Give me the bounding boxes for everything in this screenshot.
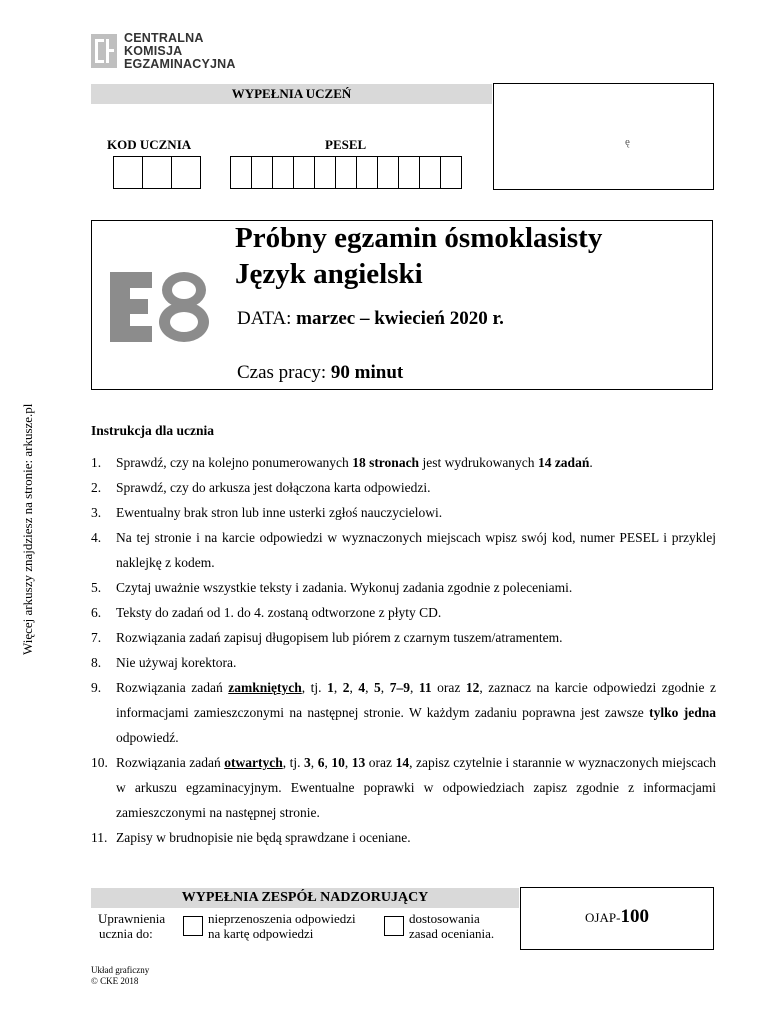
sticker-mark: ę — [625, 136, 630, 148]
instruction-text-part: Zapisy w brudnopisie nie będą sprawdzane i oceniane. — [116, 830, 411, 845]
exam-code — [520, 906, 714, 928]
instruction-text-part: otwartych — [224, 755, 283, 770]
pesel-cell[interactable] — [294, 157, 315, 188]
option-nieprzenoszenia-label — [208, 911, 356, 941]
supervisor-header: WYPEŁNIA ZESPÓŁ NADZORUJĄCY — [91, 888, 519, 908]
logo-line-2: KOMISJA — [124, 44, 183, 58]
instruction-text — [116, 500, 716, 525]
e8-logo — [108, 270, 214, 344]
instruction-text-part: Rozwiązania zadań — [116, 680, 229, 695]
instruction-text-part: , — [409, 680, 419, 695]
instruction-text-part: Sprawdź, czy do arkusza jest dołączona karta odpowiedzi. — [116, 480, 431, 495]
sticker-box — [493, 83, 714, 190]
instruction-text-part: 3 — [304, 755, 311, 770]
exam-date — [237, 308, 504, 330]
instruction-text — [116, 650, 716, 675]
instruction-text — [116, 575, 716, 600]
instruction-number: 11. — [91, 830, 108, 845]
option-dostosowania-label — [409, 911, 494, 941]
instruction-text-part: Sprawdź, czy na kolejno ponumerowanych — [116, 455, 353, 470]
instruction-text-part: 7–9 — [389, 680, 410, 695]
instruction-text-part: , — [324, 755, 332, 770]
option2-line-2: zasad oceniania. — [409, 926, 495, 941]
pesel-cell[interactable] — [378, 157, 399, 188]
instruction-text-part: Nie używaj korektora. — [116, 655, 237, 670]
instruction-text-part: 6 — [317, 755, 325, 770]
option1-line-1: nieprzenoszenia odpowiedzi — [208, 911, 356, 926]
kod-ucznia-field[interactable] — [113, 156, 201, 189]
instruction-text-part: , zaznacz na karcie odpowiedzi zgodnie z informacjami zamieszczonymi na następnej stronie. W każdym zadaniu poprawna jest zawsze — [116, 680, 717, 720]
instruction-item — [91, 825, 716, 850]
instruction-number: 2. — [91, 480, 102, 495]
instruction-item — [91, 675, 716, 750]
instruction-text-part: Rozwiązania zadań — [116, 755, 225, 770]
option1-line-2: na kartę odpowiedzi — [208, 926, 314, 941]
logo-line-1: CENTRALNA — [124, 31, 204, 45]
instruction-text-part: jest wydrukowanych — [419, 455, 538, 470]
instruction-number: 5. — [91, 580, 102, 595]
instruction-item — [91, 575, 716, 600]
instruction-item — [91, 750, 716, 825]
footer-line-2: © CKE 2018 — [91, 976, 139, 986]
instruction-number: 10. — [91, 755, 108, 770]
instruction-text — [116, 600, 716, 625]
instruction-text-part: 12 — [465, 680, 480, 695]
instruction-text-part: Teksty do zadań od 1. do 4. zostaną odtworzone z płyty CD. — [116, 605, 442, 620]
instruction-text-part: 11 — [418, 680, 432, 695]
cke-logo-mark — [91, 34, 117, 68]
exam-subject: Język angielski — [235, 258, 423, 290]
pesel-cell[interactable] — [420, 157, 441, 188]
instruction-text-part: 10 — [331, 755, 345, 770]
instruction-text-part: , — [349, 680, 359, 695]
instruction-number: 3. — [91, 505, 102, 520]
cke-logo-text — [124, 32, 236, 71]
instruction-text — [116, 625, 716, 650]
date-label: DATA: — [237, 308, 292, 329]
student-fill-header: WYPEŁNIA UCZEŃ — [91, 84, 492, 104]
instruction-text-part: , zapisz czytelnie i starannie w wyznaczonych miejscach w arkuszu egzaminacyjnym. Ewentualne poprawki w odpowiedziach zapisz zgodnie z informacjami zamieszczonymi na następnej stronie. — [116, 755, 716, 820]
logo-line-3: EGZAMINACYJNA — [124, 57, 236, 71]
kod-cell[interactable] — [172, 157, 200, 188]
instruction-text-part: 2 — [342, 680, 350, 695]
duration-label: Czas pracy: — [237, 362, 327, 383]
instruction-item — [91, 525, 716, 575]
instruction-text — [116, 825, 716, 850]
kod-cell[interactable] — [143, 157, 172, 188]
instruction-text-part: odpowiedź. — [116, 730, 179, 745]
pesel-cell[interactable] — [336, 157, 357, 188]
pesel-cell[interactable] — [252, 157, 273, 188]
instruction-text-part: , — [344, 755, 352, 770]
pesel-label: PESEL — [325, 137, 367, 152]
instruction-item — [91, 625, 716, 650]
instruction-item — [91, 450, 716, 475]
instruction-text — [116, 675, 716, 750]
exam-code-number: 100 — [620, 906, 649, 927]
instruction-text-part: 5 — [374, 680, 381, 695]
kod-ucznia-label: KOD UCZNIA — [107, 137, 192, 152]
instruction-item — [91, 600, 716, 625]
instruction-text-part: , — [365, 680, 375, 695]
instruction-number: 9. — [91, 680, 102, 695]
instruction-text-part: 14 zadań — [537, 455, 590, 470]
instructions-list — [91, 450, 716, 850]
exam-code-prefix: OJAP- — [585, 910, 621, 925]
instruction-text-part: , — [333, 680, 343, 695]
instructions-title: Instrukcja dla ucznia — [91, 423, 215, 438]
rights-label-line-2: ucznia do: — [99, 926, 153, 941]
kod-cell[interactable] — [114, 157, 143, 188]
instruction-text-part: , tj. — [301, 680, 328, 695]
duration-value: 90 minut — [330, 362, 404, 383]
pesel-cell[interactable] — [441, 157, 461, 188]
instruction-text-part: tylko jedna — [649, 705, 717, 720]
exam-duration — [237, 362, 403, 384]
footer — [91, 965, 149, 987]
pesel-cell[interactable] — [357, 157, 378, 188]
pesel-cell[interactable] — [315, 157, 336, 188]
date-value: marzec – kwiecień 2020 r. — [296, 308, 504, 329]
instruction-text-part: . — [589, 455, 593, 470]
pesel-cell[interactable] — [231, 157, 252, 188]
instruction-text — [116, 475, 716, 500]
pesel-cell[interactable] — [273, 157, 294, 188]
instruction-text-part: 1 — [327, 680, 334, 695]
pesel-cell[interactable] — [399, 157, 420, 188]
instruction-text-part: zamkniętych — [228, 680, 302, 695]
instruction-text — [116, 525, 716, 575]
instruction-text-part: 4 — [358, 680, 366, 695]
rights-label-line-1: Uprawnienia — [98, 911, 166, 926]
footer-line-1: Układ graficzny — [91, 965, 150, 975]
instruction-number: 4. — [91, 530, 102, 545]
instruction-text-part: , — [310, 755, 318, 770]
rights-label — [98, 911, 165, 941]
instruction-item — [91, 650, 716, 675]
option2-line-1: dostosowania — [409, 911, 480, 926]
instruction-text-part: , tj. — [282, 755, 305, 770]
instruction-text-part: Czytaj uważnie wszystkie teksty i zadania. Wykonuj zadania zgodnie z poleceniami. — [116, 580, 573, 595]
instruction-text-part: oraz — [431, 680, 466, 695]
instruction-item — [91, 500, 716, 525]
instruction-number: 6. — [91, 605, 102, 620]
instruction-text-part: , — [380, 680, 390, 695]
pesel-field[interactable] — [230, 156, 462, 189]
instruction-item — [91, 475, 716, 500]
option-dostosowania-checkbox[interactable] — [384, 916, 404, 936]
instruction-text-part: Rozwiązania zadań zapisuj długopisem lub piórem z czarnym tuszem/atramentem. — [116, 630, 563, 645]
instruction-text — [116, 450, 716, 475]
instruction-number: 8. — [91, 655, 102, 670]
instruction-text-part: 18 stronach — [352, 455, 420, 470]
instruction-text-part: oraz — [365, 755, 396, 770]
exam-title: Próbny egzamin ósmoklasisty — [235, 222, 603, 254]
instruction-text — [116, 750, 716, 825]
instruction-text-part: Ewentualny brak stron lub inne usterki zgłoś nauczycielowi. — [116, 505, 443, 520]
instruction-number: 7. — [91, 630, 102, 645]
instruction-text-part: 13 — [351, 755, 366, 770]
instruction-number: 1. — [91, 455, 102, 470]
instruction-text-part: 14 — [395, 755, 410, 770]
side-note: Więcej arkuszy znajdziesz na stronie: arkusze.pl — [20, 403, 35, 655]
option-nieprzenoszenia-checkbox[interactable] — [183, 916, 203, 936]
instruction-text-part: Na tej stronie i na karcie odpowiedzi w wyznaczonych miejscach wpisz swój kod, numer PESEL i przyklej naklejkę z kodem. — [116, 530, 716, 570]
